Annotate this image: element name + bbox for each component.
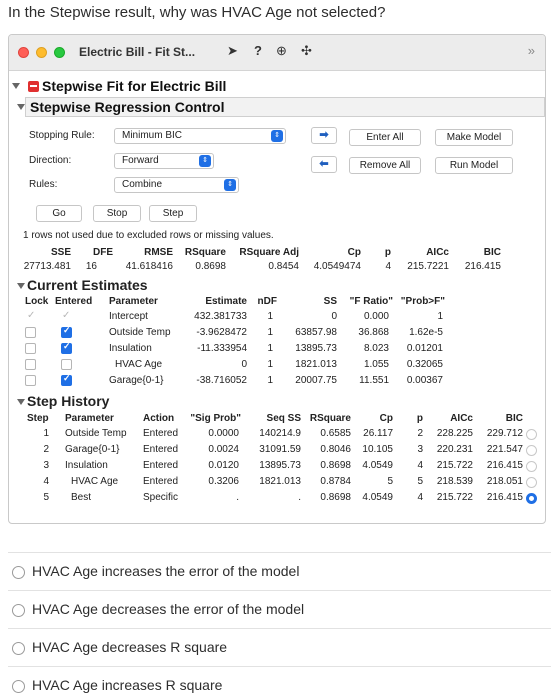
summary-header: p: [384, 247, 391, 258]
option-divider: [8, 666, 551, 667]
estimates-header: SS: [323, 296, 337, 307]
option-label[interactable]: HVAC Age increases R square: [32, 677, 223, 693]
history-sig-prob: 0.0024: [208, 444, 239, 455]
chevron-updown-icon: ⇕: [271, 130, 283, 142]
disclosure-triangle-icon[interactable]: [17, 283, 25, 289]
jmp-window: [8, 34, 546, 524]
entered-checkbox[interactable]: [61, 359, 72, 370]
rules-label: Rules:: [29, 179, 58, 190]
option-radio[interactable]: [12, 566, 25, 579]
estimate-ndf: 1: [267, 311, 273, 322]
history-bic: 216.415: [486, 460, 523, 471]
stop-button[interactable]: Stop: [93, 205, 141, 222]
history-p: 2: [417, 428, 423, 439]
estimate-value: -3.9628472: [196, 327, 247, 338]
history-header: RSquare: [309, 413, 351, 424]
toolbar-overflow-icon[interactable]: »: [527, 43, 535, 58]
history-header: BIC: [505, 413, 523, 424]
estimate-f-ratio: 8.023: [363, 343, 389, 354]
option-divider: [8, 552, 551, 553]
history-action: Specific: [143, 492, 179, 503]
estimate-parameter: Insulation: [109, 343, 152, 354]
stepwise-fit-header[interactable]: [23, 76, 543, 96]
history-header: "Sig Prob": [190, 413, 241, 424]
estimates-header: "F Ratio": [349, 296, 393, 307]
chevron-updown-icon: ⇕: [199, 155, 211, 167]
estimate-f-ratio: 11.551: [359, 375, 389, 386]
history-header: AICc: [450, 413, 473, 424]
remove-arrow-button[interactable]: ⬅: [311, 156, 337, 173]
summary-value: 215.7221: [407, 261, 449, 272]
history-cp: 10.105: [362, 444, 393, 455]
rules-value: Combine: [122, 179, 163, 190]
history-rsquare: 0.6585: [320, 428, 351, 439]
history-seq-ss: 140214.9: [259, 428, 301, 439]
history-p: 3: [417, 444, 423, 455]
history-header: Cp: [379, 413, 393, 424]
history-aicc: 220.231: [436, 444, 473, 455]
go-button[interactable]: Go: [36, 205, 82, 222]
history-p: 5: [417, 476, 423, 487]
history-parameter: HVAC Age: [71, 476, 119, 487]
history-select-radio-selected[interactable]: [526, 493, 537, 504]
direction-value: Forward: [122, 155, 159, 166]
history-aicc: 228.225: [436, 428, 473, 439]
history-action: Entered: [143, 476, 179, 487]
crosshair-tool-icon[interactable]: ⊕: [276, 43, 287, 58]
history-header: Step: [27, 413, 49, 424]
estimate-value: -11.333954: [197, 343, 247, 354]
enter-arrow-button[interactable]: ➡: [311, 127, 337, 144]
help-tool-icon[interactable]: ?: [254, 43, 262, 58]
history-select-radio[interactable]: [526, 461, 537, 472]
summary-header: SSE: [50, 247, 71, 258]
history-header: Parameter: [65, 413, 114, 424]
history-sig-prob: 0.0000: [208, 428, 239, 439]
excluded-rows-note: 1 rows not used due to excluded rows or missing values.: [23, 230, 274, 241]
direction-select[interactable]: [114, 153, 214, 169]
chevron-updown-icon: ⇕: [224, 179, 236, 191]
history-header: Seq SS: [266, 413, 301, 424]
estimates-header: Entered: [55, 296, 93, 307]
estimate-prob: 1: [437, 311, 443, 322]
estimate-parameter: Intercept: [109, 311, 148, 322]
estimate-ndf: 1: [267, 327, 273, 338]
estimate-ss: 1821.013: [295, 359, 337, 370]
history-select-radio[interactable]: [526, 445, 537, 456]
estimate-prob: 1.62e-5: [409, 327, 443, 338]
stepwise-control-title: Stepwise Regression Control: [30, 99, 225, 115]
estimate-parameter: Outside Temp: [109, 327, 171, 338]
history-bic: 221.547: [486, 444, 523, 455]
estimate-f-ratio: 1.055: [363, 359, 389, 370]
estimate-value: 0: [241, 359, 247, 370]
history-step: 3: [43, 460, 49, 471]
close-window-button[interactable]: [18, 47, 29, 58]
estimate-ndf: 1: [267, 375, 273, 386]
estimates-header: "Prob>F": [400, 296, 445, 307]
stopping-rule-select[interactable]: [114, 128, 286, 144]
lock-checkbox[interactable]: [25, 327, 36, 338]
history-action: Entered: [143, 444, 179, 455]
estimate-prob: 0.32065: [406, 359, 443, 370]
summary-value: 27713.481: [23, 261, 71, 272]
option-divider: [8, 628, 551, 629]
move-tool-icon[interactable]: ✣: [301, 43, 312, 58]
history-seq-ss: .: [298, 492, 301, 503]
run-model-button[interactable]: Run Model: [435, 157, 513, 174]
enter-all-button[interactable]: Enter All: [349, 129, 421, 146]
estimates-header: Estimate: [205, 296, 247, 307]
history-parameter: Insulation: [65, 460, 108, 471]
entered-check-disabled-icon: ✓: [62, 310, 71, 321]
make-model-button[interactable]: Make Model: [435, 129, 513, 146]
history-aicc: 215.722: [436, 460, 473, 471]
estimate-ss: 0: [331, 311, 337, 322]
summary-value: 16: [85, 261, 97, 272]
history-bic: 216.415: [486, 492, 523, 503]
option-label[interactable]: HVAC Age decreases the error of the model: [32, 601, 305, 617]
summary-value: 216.415: [464, 261, 501, 272]
remove-all-button[interactable]: Remove All: [349, 157, 421, 174]
estimates-header: nDF: [257, 296, 277, 307]
stopping-rule-value: Minimum BIC: [122, 130, 183, 141]
summary-header: RMSE: [144, 247, 173, 258]
history-rsquare: 0.8046: [320, 444, 351, 455]
estimates-header: Parameter: [109, 296, 158, 307]
report-content: [9, 71, 545, 523]
lock-checkbox[interactable]: [25, 343, 36, 354]
summary-value: 0.8698: [195, 261, 226, 272]
history-seq-ss: 31091.59: [259, 444, 301, 455]
history-step: 4: [43, 476, 49, 487]
history-action: Entered: [143, 460, 179, 471]
window-titlebar: [9, 35, 545, 71]
history-select-radio[interactable]: [526, 429, 537, 440]
history-cp: 5: [387, 476, 393, 487]
summary-header: AICc: [426, 247, 449, 258]
history-sig-prob: 0.0120: [208, 460, 239, 471]
disclosure-triangle-icon[interactable]: [17, 399, 25, 405]
option-divider: [8, 590, 551, 591]
option-label[interactable]: HVAC Age decreases R square: [32, 639, 228, 655]
history-select-radio[interactable]: [526, 477, 537, 488]
lock-check-disabled-icon: ✓: [27, 310, 36, 321]
direction-label: Direction:: [29, 155, 72, 166]
history-cp: 4.0549: [362, 492, 393, 503]
estimate-ndf: 1: [267, 359, 273, 370]
option-radio[interactable]: [12, 642, 25, 655]
summary-header: RSquare Adj: [239, 247, 299, 258]
history-aicc: 215.722: [436, 492, 473, 503]
question-text: In the Stepwise result, why was HVAC Age not selected?: [8, 4, 386, 21]
option-label[interactable]: HVAC Age increases the error of the model: [32, 563, 300, 579]
red-triangle-menu-icon[interactable]: [28, 81, 39, 92]
estimate-f-ratio: 0.000: [363, 311, 389, 322]
history-header: Action: [143, 413, 175, 424]
stepwise-fit-title: Stepwise Fit for Electric Bill: [42, 78, 227, 94]
summary-header: DFE: [93, 247, 113, 258]
history-step: 1: [43, 428, 49, 439]
option-radio[interactable]: [12, 680, 25, 693]
estimate-parameter: Garage{0-1}: [109, 375, 164, 386]
estimate-parameter: HVAC Age: [115, 359, 163, 370]
estimate-prob: 0.01201: [406, 343, 443, 354]
history-rsquare: 0.8698: [320, 492, 351, 503]
lock-checkbox[interactable]: [25, 375, 36, 386]
estimate-ss: 20007.75: [295, 375, 337, 386]
entered-checkbox[interactable]: [61, 343, 72, 354]
summary-value: 0.8454: [268, 261, 299, 272]
minimize-window-button[interactable]: [36, 47, 47, 58]
history-bic: 218.051: [486, 476, 523, 487]
lock-checkbox[interactable]: [25, 359, 36, 370]
summary-value: 4.0549474: [313, 261, 361, 272]
entered-checkbox[interactable]: [61, 375, 72, 386]
summary-header: Cp: [347, 247, 361, 258]
window-title: Electric Bill - Fit St...: [79, 45, 196, 59]
stepwise-control-header[interactable]: [25, 97, 545, 117]
step-button[interactable]: Step: [149, 205, 197, 222]
summary-value: 4: [385, 261, 391, 272]
entered-checkbox[interactable]: [61, 327, 72, 338]
estimates-header: Lock: [25, 296, 49, 307]
history-action: Entered: [143, 428, 179, 439]
history-aicc: 218.539: [436, 476, 473, 487]
history-rsquare: 0.8698: [320, 460, 351, 471]
history-sig-prob: 0.3206: [208, 476, 239, 487]
history-sig-prob: .: [236, 492, 239, 503]
estimate-ss: 63857.98: [295, 327, 337, 338]
history-p: 4: [417, 460, 423, 471]
history-parameter: Outside Temp: [65, 428, 127, 439]
disclosure-triangle-icon[interactable]: [17, 104, 25, 110]
zoom-window-button[interactable]: [54, 47, 65, 58]
pointer-tool-icon[interactable]: ➤: [227, 43, 238, 58]
history-cp: 26.117: [363, 428, 393, 439]
summary-value: 41.618416: [125, 261, 173, 272]
history-parameter: Best: [71, 492, 92, 503]
estimate-prob: 0.00367: [406, 375, 443, 386]
history-step: 5: [43, 492, 49, 503]
estimate-value: 432.381733: [194, 311, 247, 322]
history-header: p: [416, 413, 423, 424]
current-estimates-title[interactable]: Current Estimates: [27, 277, 148, 293]
history-parameter: Garage{0-1}: [65, 444, 120, 455]
step-history-title[interactable]: Step History: [27, 393, 110, 409]
estimate-value: -38.716052: [196, 375, 247, 386]
disclosure-triangle-icon[interactable]: [12, 83, 20, 89]
history-bic: 229.712: [486, 428, 523, 439]
option-radio[interactable]: [12, 604, 25, 617]
history-rsquare: 0.8784: [320, 476, 351, 487]
estimate-ndf: 1: [267, 343, 273, 354]
history-seq-ss: 1821.013: [259, 476, 301, 487]
history-seq-ss: 13895.73: [259, 460, 301, 471]
history-p: 4: [417, 492, 423, 503]
estimate-f-ratio: 36.868: [358, 327, 389, 338]
history-step: 2: [43, 444, 49, 455]
summary-header: RSquare: [184, 247, 226, 258]
summary-header: BIC: [483, 247, 501, 258]
rules-select[interactable]: [114, 177, 239, 193]
estimate-ss: 13895.73: [295, 343, 337, 354]
stopping-rule-label: Stopping Rule:: [29, 130, 95, 141]
history-cp: 4.0549: [362, 460, 393, 471]
